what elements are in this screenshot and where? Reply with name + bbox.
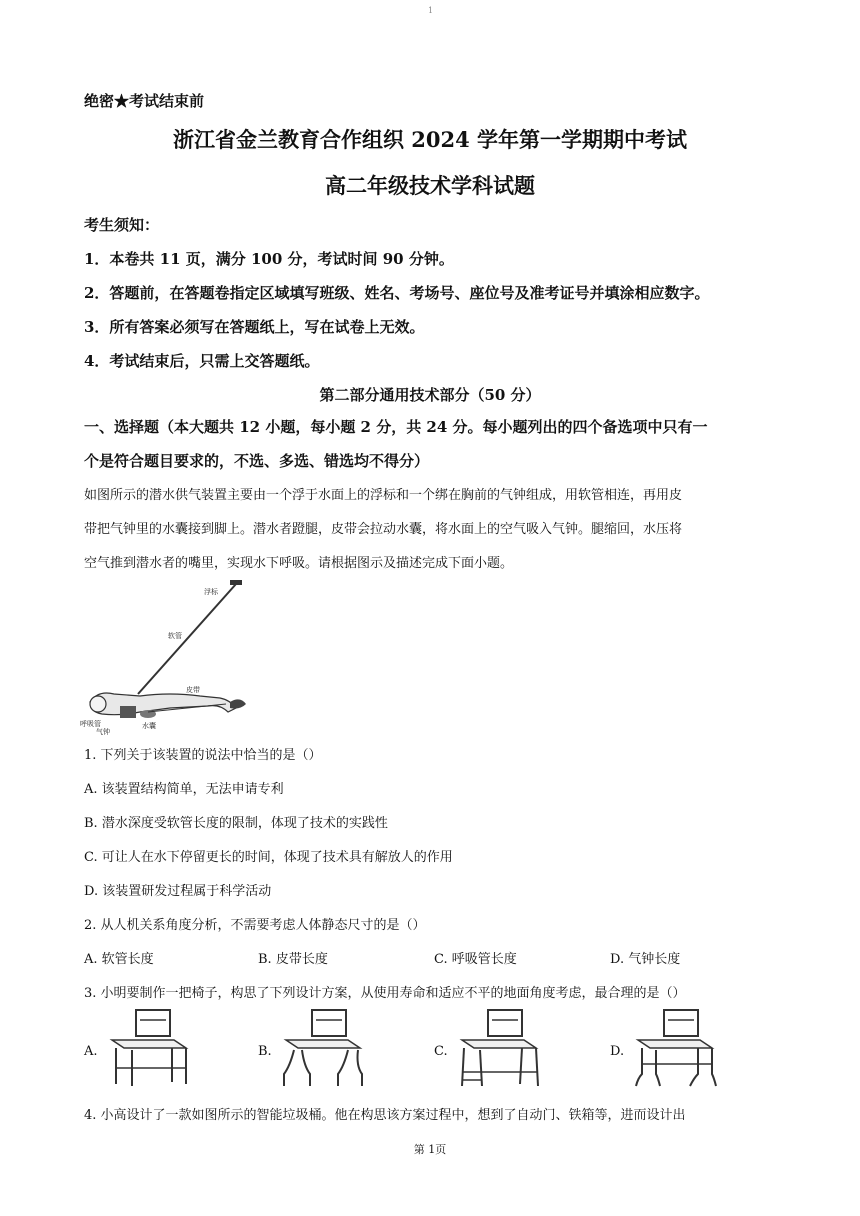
q2-option-a: A. 软管长度 <box>84 952 154 967</box>
fin-icon <box>230 699 246 708</box>
exam-subtitle: 高二年级技术学科试题 <box>325 173 535 198</box>
q2-option-c: C. 呼吸管长度 <box>434 952 517 967</box>
exam-title: 浙江省金兰教育合作组织 2024 学年第一学期期中考试 <box>172 127 688 152</box>
page-number: 第 1页 <box>413 1143 447 1156</box>
notice-heading: 考生须知： <box>84 216 160 234</box>
air-bell-label: 气钟 <box>96 728 110 736</box>
q3-stem: 3. 小明要制作一把椅子，构思了下列设计方案，从使用寿命和适应不平的地面角度考虑，最合理的是（） <box>84 986 686 1001</box>
notice-item: 3．所有答案必须写在答题纸上，写在试卷上无效。 <box>84 318 425 336</box>
q3-option-a-label: A. <box>84 1044 98 1059</box>
part-heading: 第二部分通用技术部分（50 分） <box>319 386 541 404</box>
q2-option-b: B. 皮带长度 <box>258 952 328 967</box>
q3-option-c-label: C. <box>434 1044 448 1059</box>
diving-device-figure <box>80 578 250 738</box>
diver-body <box>90 693 236 715</box>
notice-item: 4．考试结束后，只需上交答题纸。 <box>84 352 320 370</box>
q3-option-b-label: B. <box>258 1044 272 1059</box>
hose-label: 软管 <box>168 632 182 640</box>
q2-option-d: D. 气钟长度 <box>610 952 681 967</box>
q1-option-a: A. 该装置结构简单，无法申请专利 <box>84 782 284 797</box>
q1-option-b: B. 潜水深度受软管长度的限制，体现了技术的实践性 <box>84 816 388 831</box>
section-heading-cont: 个是符合题目要求的，不选、多选、错选均不得分） <box>84 452 430 470</box>
chair-c-figure <box>452 1008 544 1088</box>
notice-item: 1．本卷共 11 页，满分 100 分，考试时间 90 分钟。 <box>84 250 454 268</box>
intro-line: 空气推到潜水者的嘴里，实现水下呼吸。请根据图示及描述完成下面小题。 <box>84 556 514 571</box>
section-heading: 一、选择题（本大题共 12 小题，每小题 2 分，共 24 分。每小题列出的四个备选项中只有一 <box>84 418 708 436</box>
chair-b-figure <box>274 1008 366 1088</box>
intro-line: 带把气钟里的水囊接到脚上。潜水者蹬腿，皮带会拉动水囊，将水面上的空气吸入气钟。腿缩回，水压将 <box>84 522 683 537</box>
diver-head <box>90 696 106 712</box>
q3-option-d-label: D. <box>610 1044 625 1059</box>
secret-label: 绝密★考试结束前 <box>84 92 205 110</box>
q1-option-d: D. 该装置研发过程属于科学活动 <box>84 884 272 899</box>
chair-a-figure <box>102 1008 194 1088</box>
air-bell-icon <box>120 706 136 718</box>
notice-item: 2．答题前，在答题卷指定区域填写班级、姓名、考场号、座位号及准考证号并填涂相应数字。 <box>84 284 710 302</box>
q4-stem: 4. 小高设计了一款如图所示的智能垃圾桶。他在构思该方案过程中，想到了自动门、铁箱等，进而设计出 <box>84 1108 686 1123</box>
belt-label: 皮带 <box>186 686 200 694</box>
intro-line: 如图所示的潜水供气装置主要由一个浮于水面上的浮标和一个绑在胸前的气钟组成，用软管相连，再用皮 <box>84 488 683 503</box>
float-label: 浮标 <box>204 588 218 596</box>
page-top-mark: 1 <box>428 6 434 15</box>
q1-stem: 1. 下列关于该装置的说法中恰当的是（） <box>84 748 322 763</box>
hose-line <box>138 584 236 694</box>
q2-stem: 2. 从人机关系角度分析，不需要考虑人体静态尺寸的是（） <box>84 918 426 933</box>
chair-d-figure <box>628 1008 720 1088</box>
water-bag-label: 水囊 <box>142 722 156 730</box>
breathing-tube-label: 呼吸管 <box>80 720 101 728</box>
q1-option-c: C. 可让人在水下停留更长的时间，体现了技术具有解放人的作用 <box>84 850 453 865</box>
